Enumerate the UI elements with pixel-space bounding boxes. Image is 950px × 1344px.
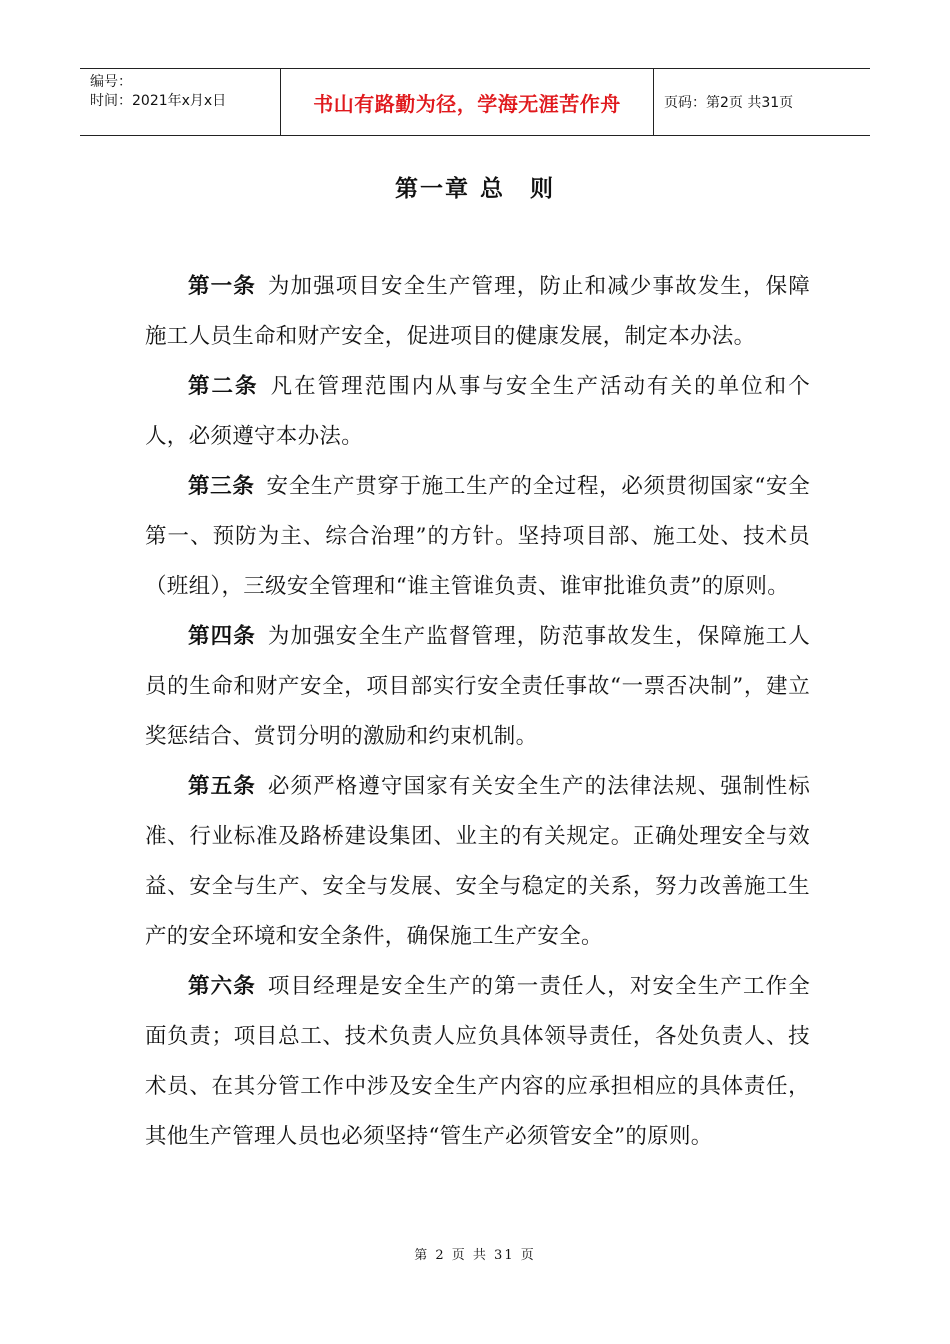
document-body [145, 262, 810, 1162]
article-label: 第三条 [188, 474, 255, 499]
article-3 [145, 462, 810, 612]
article-2 [145, 362, 810, 462]
article-4 [145, 612, 810, 762]
header-meta-cell [80, 69, 281, 135]
article-label: 第五条 [188, 774, 256, 799]
date-label: 时间：2021年x月x日 [90, 93, 227, 109]
article-text: 凡在管理范围内从事与安全生产活动有关的单位和个人，必须遵守本办法。 [145, 374, 811, 449]
article-label: 第一条 [188, 274, 256, 299]
article-text: 项目经理是安全生产的第一责任人，对安全生产工作全面负责；项目总工、技术负责人应负具体领导责任，各处负责人、技术员、在其分管工作中涉及安全生产内容的应承担相应的具体责任，其他生产管理人员也必须坚持“管生产必须管安全”的原则。 [145, 974, 810, 1149]
article-text: 为加强项目安全生产管理，防止和减少事故发生，保障施工人员生命和财产安全，促进项目的健康发展，制定本办法。 [145, 274, 810, 349]
header-motto: 书山有路勤为径，学海无涯苦作舟 [281, 69, 654, 135]
article-text: 必须严格遵守国家有关安全生产的法律法规、强制性标准、行业标准及路桥建设集团、业主的有关规定。正确处理安全与效益、安全与生产、安全与发展、安全与稳定的关系，努力改善施工生产的安全环境和安全条件，确保施工生产安全。 [145, 774, 810, 949]
article-text: 安全生产贯穿于施工生产的全过程，必须贯彻国家“安全第一、预防为主、综合治理”的方针。坚持项目部、施工处、技术员（班组），三级安全管理和“谁主管谁负责、谁审批谁负责”的原则。 [145, 474, 810, 599]
article-5 [145, 762, 810, 962]
serial-number-label: 编号： [90, 74, 132, 90]
article-label: 第二条 [188, 374, 259, 399]
article-text: 为加强安全生产监督管理，防范事故发生，保障施工人员的生命和财产安全，项目部实行安全责任事故“一票否决制”，建立奖惩结合、赏罚分明的激励和约束机制。 [145, 624, 810, 749]
article-label: 第六条 [188, 974, 256, 999]
document-header [80, 68, 870, 136]
article-1 [145, 262, 810, 362]
article-6 [145, 962, 810, 1162]
article-label: 第四条 [188, 624, 256, 649]
header-page-info: 页码：第2页 共31页 [664, 95, 794, 111]
chapter-title: 第一章 总 则 [394, 176, 555, 202]
page-footer: 第 2 页 共 31 页 [414, 1248, 536, 1263]
